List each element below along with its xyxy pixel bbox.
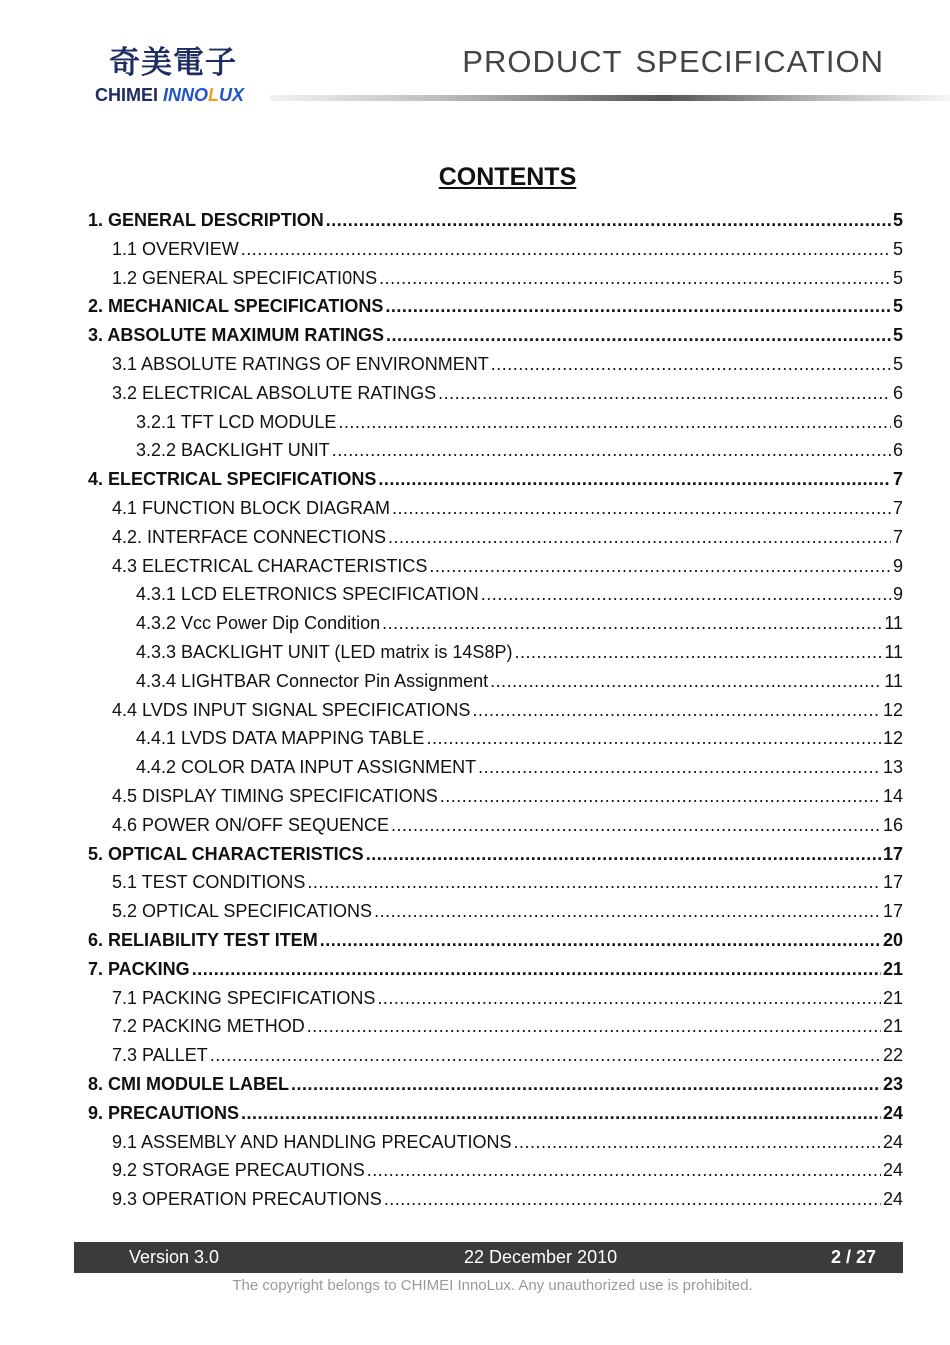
toc-entry[interactable] [88, 811, 903, 840]
toc-entry-page: 12 [882, 728, 903, 749]
toc-entry-page: 24 [882, 1189, 903, 1210]
toc-leader-dots [514, 638, 882, 667]
toc-entry-page: 17 [882, 872, 903, 893]
toc-entry-label: 7.2 PACKING METHOD [112, 1016, 305, 1037]
toc-entry[interactable] [88, 840, 903, 869]
table-of-contents [88, 206, 903, 1214]
toc-entry-label: 4.4.1 LVDS DATA MAPPING TABLE [136, 728, 425, 749]
toc-entry[interactable] [88, 523, 903, 552]
toc-leader-dots [366, 840, 881, 869]
toc-entry-label: 4.6 POWER ON/OFF SEQUENCE [112, 814, 390, 835]
toc-entry[interactable] [88, 926, 903, 955]
toc-entry-label: 7.3 PALLET [112, 1045, 208, 1066]
toc-leader-dots [307, 868, 881, 897]
logo-lux-rest: UX [219, 85, 245, 105]
toc-leader-dots [241, 1099, 881, 1128]
toc-entry[interactable] [88, 292, 903, 321]
toc-entry[interactable] [88, 1070, 903, 1099]
toc-entry-page: 5 [892, 238, 903, 259]
toc-entry-page: 7 [892, 497, 903, 518]
toc-entry[interactable] [88, 868, 903, 897]
toc-entry[interactable] [88, 782, 903, 811]
toc-entry-label: 7. PACKING [88, 958, 190, 979]
toc-leader-dots [338, 408, 891, 437]
toc-entry[interactable] [88, 638, 903, 667]
toc-entry-page: 6 [892, 440, 903, 461]
toc-entry-label: 3. ABSOLUTE MAXIMUM RATINGS [88, 325, 384, 346]
toc-entry-page: 5 [892, 325, 903, 346]
toc-entry[interactable] [88, 408, 903, 437]
toc-leader-dots [481, 580, 891, 609]
toc-leader-dots [378, 465, 891, 494]
toc-entry-label: 3.1 ABSOLUTE RATINGS OF ENVIRONMENT [112, 353, 489, 374]
toc-entry-label: 3.2.2 BACKLIGHT UNIT [136, 440, 330, 461]
toc-entry-page: 5 [892, 210, 903, 230]
toc-entry-page: 11 [884, 641, 903, 662]
toc-entry-page: 9 [892, 555, 903, 576]
toc-leader-dots [367, 1156, 881, 1185]
toc-leader-dots [382, 609, 882, 638]
toc-entry[interactable] [88, 494, 903, 523]
logo-english-text [95, 84, 275, 106]
toc-entry[interactable] [88, 436, 903, 465]
toc-entry[interactable] [88, 321, 903, 350]
toc-entry-page: 7 [892, 526, 903, 547]
header-title: PRODUCT SPECIFICATION [462, 44, 884, 79]
toc-leader-dots [388, 523, 891, 552]
toc-entry-page: 20 [882, 929, 903, 950]
toc-entry-label: 1.2 GENERAL SPECIFICATI0NS [112, 267, 378, 288]
toc-entry-page: 14 [882, 785, 903, 806]
toc-leader-dots [210, 1041, 881, 1070]
toc-entry[interactable] [88, 667, 903, 696]
toc-entry-page: 17 [882, 901, 903, 922]
footer-bar [74, 1242, 903, 1273]
toc-entry-label: 8. CMI MODULE LABEL [88, 1073, 289, 1094]
toc-entry-label: 9.2 STORAGE PRECAUTIONS [112, 1160, 365, 1181]
toc-entry-label: 4.4.2 COLOR DATA INPUT ASSIGNMENT [136, 757, 477, 778]
toc-entry-page: 12 [882, 699, 903, 720]
toc-entry[interactable] [88, 724, 903, 753]
toc-leader-dots [391, 811, 881, 840]
toc-entry-label: 9.3 OPERATION PRECAUTIONS [112, 1189, 382, 1210]
toc-entry-label: 4.5 DISPLAY TIMING SPECIFICATIONS [112, 785, 438, 806]
logo-inno: INNO [163, 85, 209, 105]
footer-page-number: 2 / 27 [830, 1247, 876, 1267]
toc-leader-dots [385, 292, 891, 321]
toc-entry[interactable] [88, 552, 903, 581]
toc-entry-label: 1. GENERAL DESCRIPTION [88, 210, 324, 230]
toc-entry-label: 4.3.1 LCD ELETRONICS SPECIFICATION [136, 584, 479, 605]
footer-version: Version 3.0 [129, 1247, 220, 1267]
toc-entry[interactable] [88, 696, 903, 725]
toc-leader-dots [320, 926, 881, 955]
toc-leader-dots [374, 897, 881, 926]
toc-leader-dots [192, 955, 881, 984]
toc-entry-page: 11 [884, 613, 903, 634]
toc-entry-label: 1.1 OVERVIEW [112, 238, 239, 259]
toc-entry-page: 9 [892, 584, 903, 605]
contents-title: CONTENTS [438, 163, 577, 191]
toc-entry-page: 5 [892, 296, 903, 317]
footer-date: 22 December 2010 [464, 1247, 618, 1267]
toc-leader-dots [426, 724, 881, 753]
toc-entry[interactable] [88, 1012, 903, 1041]
toc-leader-dots [307, 1012, 881, 1041]
toc-leader-dots [513, 1128, 881, 1157]
toc-entry-label: 9. PRECAUTIONS [88, 1102, 240, 1123]
toc-entry-page: 7 [892, 469, 903, 490]
toc-entry-page: 22 [882, 1045, 903, 1066]
toc-entry-page: 6 [892, 382, 903, 403]
toc-leader-dots [291, 1070, 881, 1099]
toc-entry[interactable] [88, 379, 903, 408]
toc-leader-dots [241, 235, 891, 264]
toc-leader-dots [392, 494, 891, 523]
toc-entry-label: 4.1 FUNCTION BLOCK DIAGRAM [112, 497, 391, 518]
toc-entry-label: 2. MECHANICAL SPECIFICATIONS [88, 296, 384, 317]
toc-entry-page: 17 [882, 843, 903, 864]
toc-entry[interactable] [88, 1099, 903, 1128]
copyright-notice: The copyright belongs to CHIMEI InnoLux. Any unauthorized use is prohibited. [232, 1277, 753, 1294]
toc-leader-dots [429, 552, 891, 581]
toc-entry-label: 3.2.1 TFT LCD MODULE [136, 411, 337, 432]
company-logo [95, 46, 275, 106]
logo-lux-l: L [208, 85, 220, 105]
toc-entry[interactable] [88, 984, 903, 1013]
toc-entry-label: 4.3.3 BACKLIGHT UNIT (LED matrix is 14S8P) [136, 641, 513, 662]
toc-entry-label: 3.2 ELECTRICAL ABSOLUTE RATINGS [112, 382, 437, 403]
toc-entry-page: 21 [882, 987, 903, 1008]
toc-entry-page: 24 [882, 1160, 903, 1181]
toc-entry-label: 4.4 LVDS INPUT SIGNAL SPECIFICATIONS [112, 699, 471, 720]
toc-entry[interactable] [88, 350, 903, 379]
toc-leader-dots [440, 782, 881, 811]
toc-entry-page: 16 [882, 814, 903, 835]
logo-chimei: CHIMEI [95, 85, 158, 105]
toc-entry-label: 4.2. INTERFACE CONNECTIONS [112, 526, 387, 547]
toc-entry-page: 11 [884, 670, 903, 691]
toc-entry-label: 6. RELIABILITY TEST ITEM [88, 929, 318, 950]
toc-leader-dots [377, 984, 881, 1013]
toc-leader-dots [472, 696, 881, 725]
toc-leader-dots [332, 436, 891, 465]
toc-leader-dots [386, 321, 891, 350]
toc-entry[interactable] [88, 465, 903, 494]
toc-leader-dots [490, 667, 882, 696]
toc-entry[interactable] [88, 897, 903, 926]
toc-entry[interactable] [88, 1128, 903, 1157]
toc-entry[interactable] [88, 753, 903, 782]
toc-entry[interactable] [88, 580, 903, 609]
toc-entry-page: 13 [882, 757, 903, 778]
toc-entry-label: 9.1 ASSEMBLY AND HANDLING PRECAUTIONS [112, 1131, 512, 1152]
toc-entry[interactable] [88, 609, 903, 638]
toc-leader-dots [379, 264, 891, 293]
toc-entry[interactable] [88, 206, 903, 235]
toc-entry[interactable] [88, 1185, 903, 1214]
toc-entry[interactable] [88, 1041, 903, 1070]
toc-leader-dots [438, 379, 891, 408]
toc-entry-label: 4.3.2 Vcc Power Dip Condition [136, 613, 381, 634]
toc-leader-dots [384, 1185, 881, 1214]
toc-entry-page: 21 [882, 1016, 903, 1037]
toc-entry-label: 5. OPTICAL CHARACTERISTICS [88, 843, 364, 864]
toc-entry-label: 4.3 ELECTRICAL CHARACTERISTICS [112, 555, 428, 576]
toc-entry-label: 4. ELECTRICAL SPECIFICATIONS [88, 469, 377, 490]
toc-entry-label: 4.3.4 LIGHTBAR Connector Pin Assignment [136, 670, 489, 691]
toc-entry-label: 5.2 OPTICAL SPECIFICATIONS [112, 901, 373, 922]
toc-entry-page: 6 [892, 411, 903, 432]
toc-leader-dots [326, 206, 891, 235]
toc-entry-page: 24 [882, 1102, 903, 1123]
toc-leader-dots [491, 350, 891, 379]
toc-entry-label: 7.1 PACKING SPECIFICATIONS [112, 987, 376, 1008]
toc-entry[interactable] [88, 955, 903, 984]
toc-entry-page: 24 [882, 1131, 903, 1152]
toc-entry-page: 23 [882, 1073, 903, 1094]
toc-leader-dots [478, 753, 881, 782]
toc-entry[interactable] [88, 1156, 903, 1185]
toc-entry-label: 5.1 TEST CONDITIONS [112, 872, 306, 893]
toc-entry-page: 5 [892, 353, 903, 374]
toc-entry[interactable] [88, 264, 903, 293]
toc-entry[interactable] [88, 235, 903, 264]
toc-entry-page: 5 [892, 267, 903, 288]
toc-entry-page: 21 [882, 958, 903, 979]
logo-chinese-text: 奇美電子 [109, 45, 237, 81]
header-divider [270, 95, 950, 101]
